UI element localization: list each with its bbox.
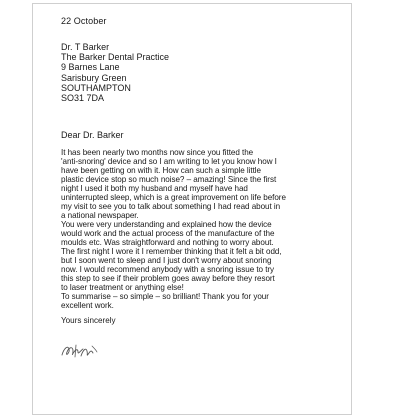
body-paragraph-1: It has been nearly two months now since you fitted the 'anti-snoring' device and so I am writing to let you know how I have been getting on with it. How can such a simple little plastic device stop so much noise? – amazing! Since the first night I used it both my husband and myself have had uninterrupted sleep, which is a great improvement on life before my visit to see you to talk about something I had read about in a national newspaper. [61, 148, 286, 221]
closing: Yours sincerely [61, 316, 116, 325]
recipient-street: 9 Barnes Lane [61, 62, 120, 73]
body-paragraph-2: You were very understanding and explained how the device would work and the actual process of the manufacture of the moulds etc. Was straightforward and nothing to worry about. The first night I wore it I remember thinking that it felt a bit odd, but I soon went to sleep and I just don't worry about snoring now. I would recommend anybody with a snoring issue to try this step to see if their problem goes away before they resort to laser treatment or anything else! [61, 220, 282, 293]
recipient-postcode: SO31 7DA [61, 93, 105, 104]
recipient-address [61, 42, 169, 103]
salutation: Dear Dr. Barker [61, 130, 124, 140]
body-paragraph-3: To summarise – so simple – so brilliant! Thank you for your excellent work. [61, 292, 269, 311]
recipient-locality: Sarisbury Green [61, 72, 127, 83]
signature-icon [59, 340, 101, 362]
letter-page [32, 3, 352, 415]
recipient-town: SOUTHAMPTON [61, 82, 131, 93]
recipient-practice: The Barker Dental Practice [61, 52, 170, 63]
recipient-name: Dr. T Barker [61, 42, 110, 52]
letter-date: 22 October [61, 16, 107, 26]
